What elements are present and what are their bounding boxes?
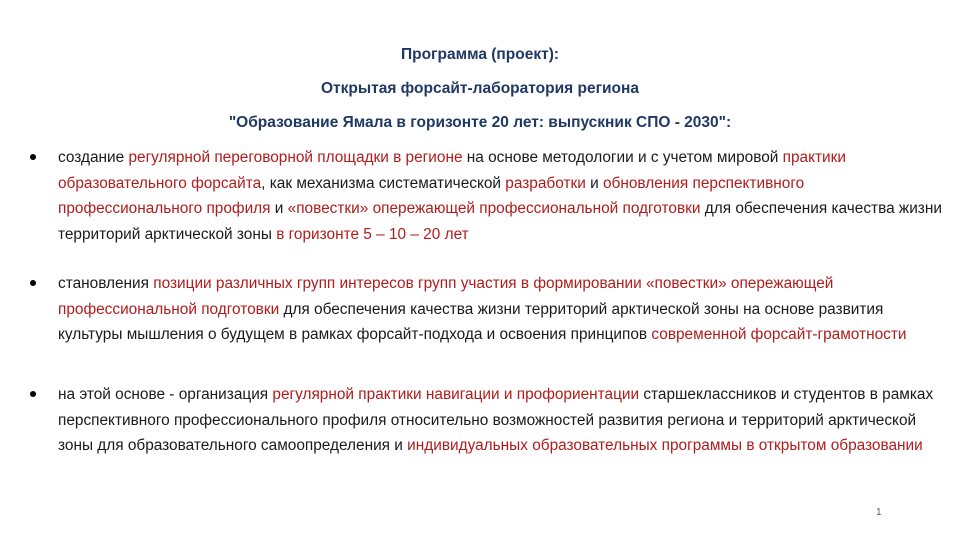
body-text: для обеспечения качества жизни территорий арктической зоны	[58, 200, 942, 243]
bullet-dot-icon	[30, 280, 36, 286]
title-line-1: Программа (проект):	[400, 46, 560, 63]
body-text: на основе методологии и с учетом мировой	[462, 149, 783, 166]
page-number: 1	[876, 507, 882, 518]
bullet-text-3	[58, 382, 945, 459]
title-line-3: "Образование Ямала в горизонте 20 лет: выпускник СПО - 2030":	[228, 114, 732, 131]
bullet-dot-icon	[30, 391, 36, 397]
body-text: старшеклассников и студентов в рамках перспективного профессионального профиля относительно возможностей развития региона и территорий арктической зоны для образовательного самоопределения и	[58, 386, 934, 455]
highlighted-text: индивидуальных образовательных программы в открытом образовании	[407, 437, 923, 455]
highlighted-text: регулярной переговорной площадки в регионе	[128, 149, 463, 166]
bullet-dot-icon	[30, 154, 36, 160]
body-text: на этой основе - организация	[58, 386, 273, 403]
body-text: и	[585, 174, 603, 192]
highlighted-text: современной форсайт-грамотности	[651, 326, 907, 344]
bullet-item-1	[30, 145, 945, 247]
bullet-text-2	[58, 271, 945, 348]
body-text: создание	[58, 149, 129, 166]
highlighted-text: практики образовательного форсайта	[58, 149, 846, 192]
body-text: становления	[58, 275, 154, 292]
body-text: для обеспечения качества жизни территорий арктической зоны на основе развития культуры мышления о будущем в рамках форсайт-подхода и освоения принципов	[58, 300, 884, 344]
highlighted-text: позиции различных групп интересов групп участия в формировании «повестки» опережающей профессиональной подготовки	[58, 275, 834, 318]
bullet-item-3	[30, 382, 945, 459]
bullet-text-1	[58, 145, 945, 247]
body-text: и	[270, 200, 288, 218]
title-line-2: Открытая форсайт-лаборатория региона	[321, 80, 639, 97]
highlighted-text: регулярной практики навигации и профориентации	[272, 386, 640, 403]
highlighted-text: обновления перспективного профессионального профиля	[58, 174, 805, 218]
highlighted-text: в горизонте 5 – 10 – 20 лет	[276, 225, 469, 243]
bullet-item-2	[30, 271, 945, 348]
highlighted-text: разработки	[505, 174, 586, 192]
body-text: , как механизма систематической	[261, 174, 506, 192]
highlighted-text: «повестки» опережающей профессиональной подготовки	[287, 200, 701, 218]
